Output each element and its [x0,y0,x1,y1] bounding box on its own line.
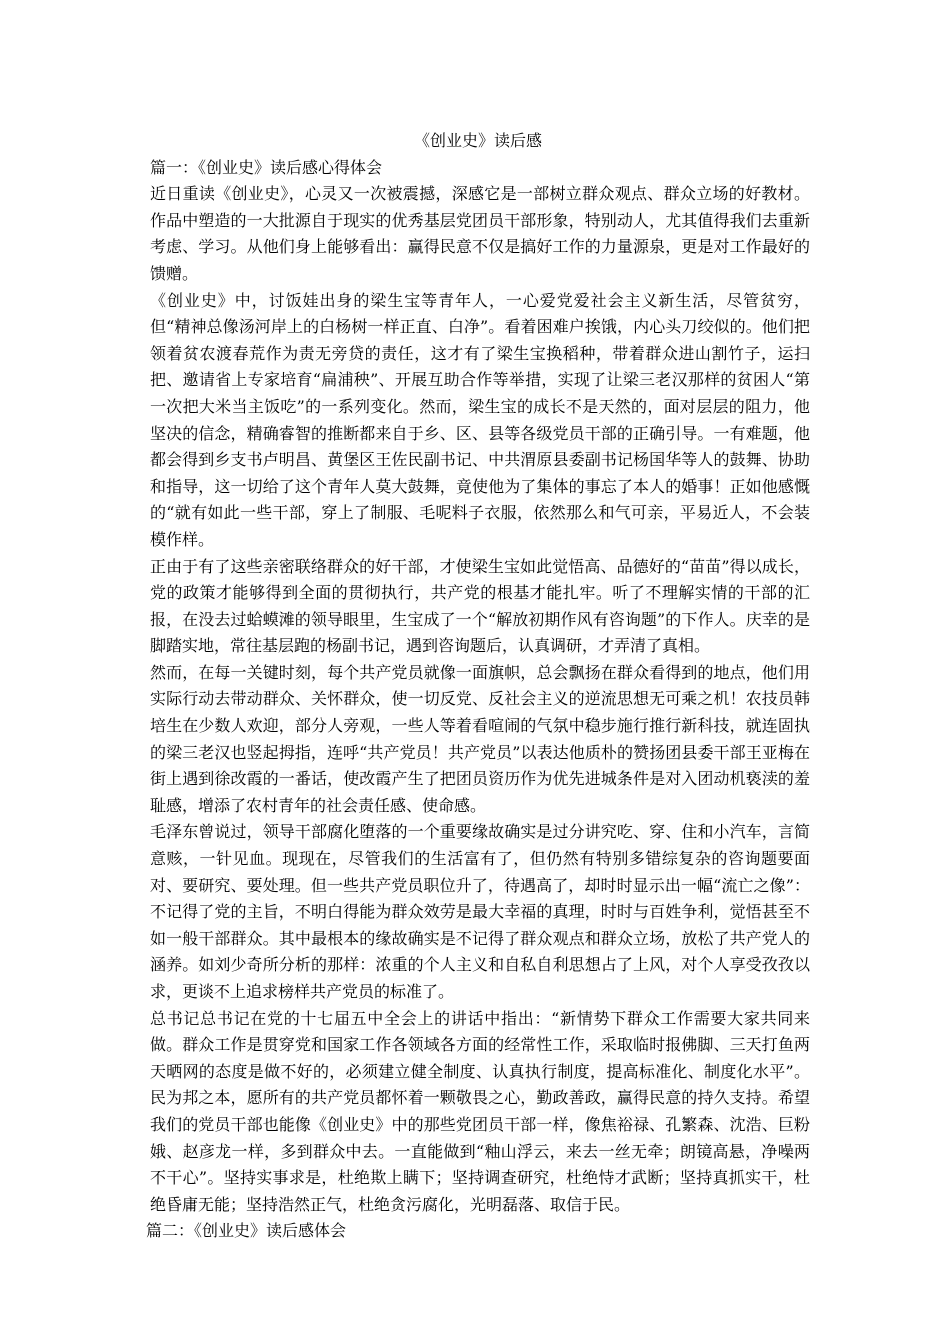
body-paragraph-5: 毛泽东曾说过，领导干部腐化堕落的一个重要缘故确实是过分讲究吃、穿、住和小汽车，言简意赅，一针见血。现现在，尽管我们的生活富有了，但仍然有特别多错综复杂的咨询题要面对、要研究、要处理。但一些共产党员职位升了，待遇高了，却时时显示出一幅“流亡之像”：不记得了党的主旨，不明白得能为群众效劳是最大幸福的真理，时时与百姓争利，觉悟甚至不如一般干部群众。其中最根本的缘故确实是不记得了群众观点和群众立场，放松了共产党人的涵养。如刘少奇所分析的那样：浓重的个人主义和自私自利思想占了上风，对个人享受孜孜以求，更谈不上追求榜样共产党员的标准了。 [150,822,810,1001]
document-title: 《创业史》读后感 [413,131,542,150]
body-paragraph-2: 《创业史》中，讨饭娃出身的梁生宝等青年人，一心爱党爱社会主义新生活，尽管贫穷，但“精神总像汤河岸上的白杨树一样正直、白净”。看着困难户挨饿，内心头刀绞似的。他们把领着贫农渡春荒作为责无旁贷的责任，这才有了梁生宝换稻种，带着群众进山割竹子，运扫把、邀请省上专家培育“扁浦秧”、开展互助合作等举措，实现了让梁三老汉那样的贫困人“第一次把大米当主饭吃”的一系列变化。然而，梁生宝的成长不是天然的，面对层层的阻力，他坚决的信念，精确睿智的推断都来自于乡、区、县等各级党员干部的正确引导。一有难题，他都会得到乡支书卢明昌、黄堡区王佐民副书记、中共渭原县委副书记杨国华等人的鼓舞、协助和指导，这一切给了这个青年人莫大鼓舞，竟使他为了集体的事忘了本人的婚事！正如他感慨的“就有如此一些干部，穿上了制服、毛呢料子衣服，依然那么和气可亲，平易近人，不会装模作样。 [150,290,810,549]
body-paragraph-3: 正由于有了这些亲密联络群众的好干部，才使梁生宝如此觉悟高、品德好的“苗苗”得以成长，党的政策才能够得到全面的贯彻执行，共产党的根基才能扎牢。听了不理解实情的干部的汇报，在没去过蛤蟆滩的领导眼里，生宝成了一个“解放初期作风有咨询题”的下作人。庆幸的是脚踏实地，常往基层跑的杨副书记，遇到咨询题后，认真调研，才弄清了真相。 [150,556,810,656]
body-paragraph-1: 近日重读《创业史》，心灵又一次被震撼，深感它是一部树立群众观点、群众立场的好教材。作品中塑造的一大批源自于现实的优秀基层党团员干部形象，特别动人，尤其值得我们去重新考虑、学习。从他们身上能够看出：赢得民意不仅是搞好工作的力量源泉，更是对工作最好的馈赠。 [150,184,810,283]
body-paragraph-6: 总书记总书记在党的十七届五中全会上的讲话中指出：“新情势下群众工作需要大家共同来做。群众工作是贯穿党和国家工作各领域各方面的经常性工作，采取临时报佛脚、三天打鱼两天晒网的态度是做不好的，必须建立健全制度、认真执行制度，提高标准化、制度化水平”。民为邦之本，愿所有的共产党员都怀着一颗敬畏之心，勤政善政，赢得民意的持久支持。希望我们的党员干部也能像《创业史》中的那些党团员干部一样，像焦裕禄、孔繁森、沈浩、巨粉娥、赵彦龙一样，多到群众中去。一直能做到“釉山浮云，来去一丝无牵；朗镜高悬，净噪两不干心”。坚持实事求是，杜绝欺上瞒下；坚持调查研究，杜绝恃才武断；坚持真抓实干，杜绝昏庸无能；坚持浩然正气，杜绝贪污腐化，光明磊落、取信于民。 [150,1008,810,1214]
document-page [146,128,810,1245]
section-heading-1: 篇一：《创业史》读后感心得体会 [150,157,383,177]
body-paragraph-4: 然而，在每一关键时刻，每个共产党员就像一面旗帜，总会飘扬在群众看得到的地点，他们用实际行动去带动群众、关怀群众，使一切反党、反社会主义的逆流思想无可乘之机！农技员韩培生在少数人欢迎，部分人旁观，一些人等着看喧闹的气氛中稳步施行推行新科技，就连固执的梁三老汉也竖起拇指，连呼“共产党员！共产党员”以表达他质朴的赞扬团县委干部王亚梅在街上遇到徐改霞的一番话，使改霞产生了把团员资历作为优先进城条件是对入团动机亵渎的羞耻感，增添了农村青年的社会责任感、使命感。 [150,662,810,815]
section-heading-2: 篇二：《创业史》读后感体会 [146,1221,347,1241]
